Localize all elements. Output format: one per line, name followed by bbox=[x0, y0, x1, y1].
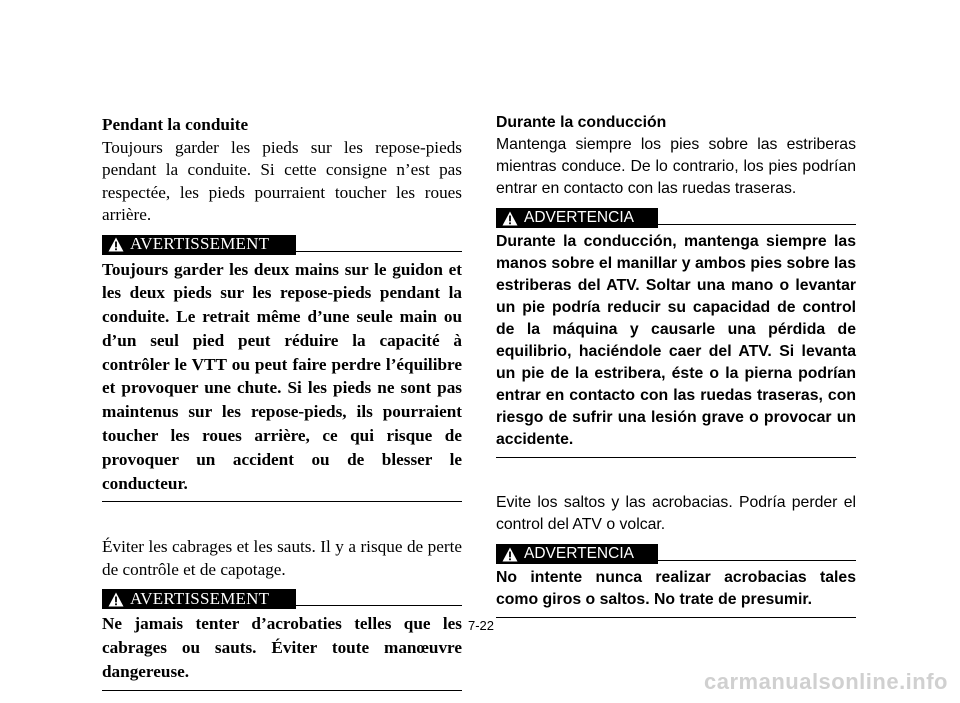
page-number: 7-22 bbox=[467, 618, 495, 633]
section-heading: Pendant la conduite bbox=[102, 115, 249, 134]
watermark: carmanualsonline.info bbox=[704, 669, 948, 694]
warning-header bbox=[102, 233, 462, 255]
warning-text: Durante la conducción, mantenga siempre las manos sobre el manillar y ambos pies sobre las estriberas del ATV. Soltar una mano o levantar un pie podría reducir su capacidad de control de la máquina y causarle una pérdida de equilibrio, haciéndole caer del ATV. Si levanta un pie de la estribera, éste o la pierna podrían entrar en contacto con las ruedas traseras, con riesgo de sufrir una lesión grave o provocar un accidente. bbox=[496, 233, 856, 448]
body-paragraph: Toujours garder les pieds sur les repose-pieds pendant la conduite. Si cette consigne n’est pas respectée, les pieds pourraient toucher les roues arrière. bbox=[102, 137, 462, 224]
warning-text: Ne jamais tenter d’acrobaties telles que les cabrages ou sauts. Éviter toute manœuvre dangereuse. bbox=[102, 614, 462, 682]
warning-triangle-icon bbox=[502, 211, 518, 226]
warning-badge bbox=[102, 589, 296, 609]
warning-label: ADVERTENCIA bbox=[524, 209, 634, 226]
body-paragraph: Evite los saltos y las acrobacias. Podría perder el control del ATV o volcar. bbox=[496, 494, 856, 533]
warning-end-rule bbox=[496, 617, 856, 618]
warning-label: AVERTISSEMENT bbox=[130, 234, 270, 254]
warning-label: AVERTISSEMENT bbox=[130, 589, 270, 609]
spanish-column bbox=[496, 114, 856, 618]
warning-header bbox=[496, 542, 856, 564]
body-paragraph: Mantenga siempre los pies sobre las estriberas mientras conduce. De lo contrario, los pies podrían entrar en contacto con las ruedas traseras. bbox=[496, 136, 856, 197]
body-paragraph: Éviter les cabrages et les sauts. Il y a risque de perte de contrôle et de capotage. bbox=[102, 537, 462, 579]
warning-triangle-icon bbox=[502, 547, 518, 562]
warning-header bbox=[496, 206, 856, 228]
section-heading: Durante la conducción bbox=[496, 114, 667, 131]
warning-badge bbox=[496, 208, 658, 228]
warning-triangle-icon bbox=[108, 237, 124, 252]
warning-text: No intente nunca realizar acrobacias tales como giros o saltos. No trate de presumir. bbox=[496, 569, 856, 608]
warning-badge bbox=[496, 544, 658, 564]
warning-end-rule bbox=[102, 690, 462, 691]
french-column bbox=[102, 114, 462, 691]
warning-badge bbox=[102, 235, 296, 255]
warning-header bbox=[102, 587, 462, 609]
warning-label: ADVERTENCIA bbox=[524, 545, 634, 562]
warning-triangle-icon bbox=[108, 592, 124, 607]
warning-text: Toujours garder les deux mains sur le guidon et les deux pieds sur les repose-pieds pendant la conduite. Le retrait même d’une seule main ou d’un seul pied peut réduire la capacité à contrôler le VTT ou peut faire perdre l’équilibre et provoquer une chute. Si les pieds ne sont pas maintenus sur les repose-pieds, ils pourraient toucher les roues arrière, ce qui risque de provoquer un accident ou de blesser le conducteur. bbox=[102, 259, 462, 493]
